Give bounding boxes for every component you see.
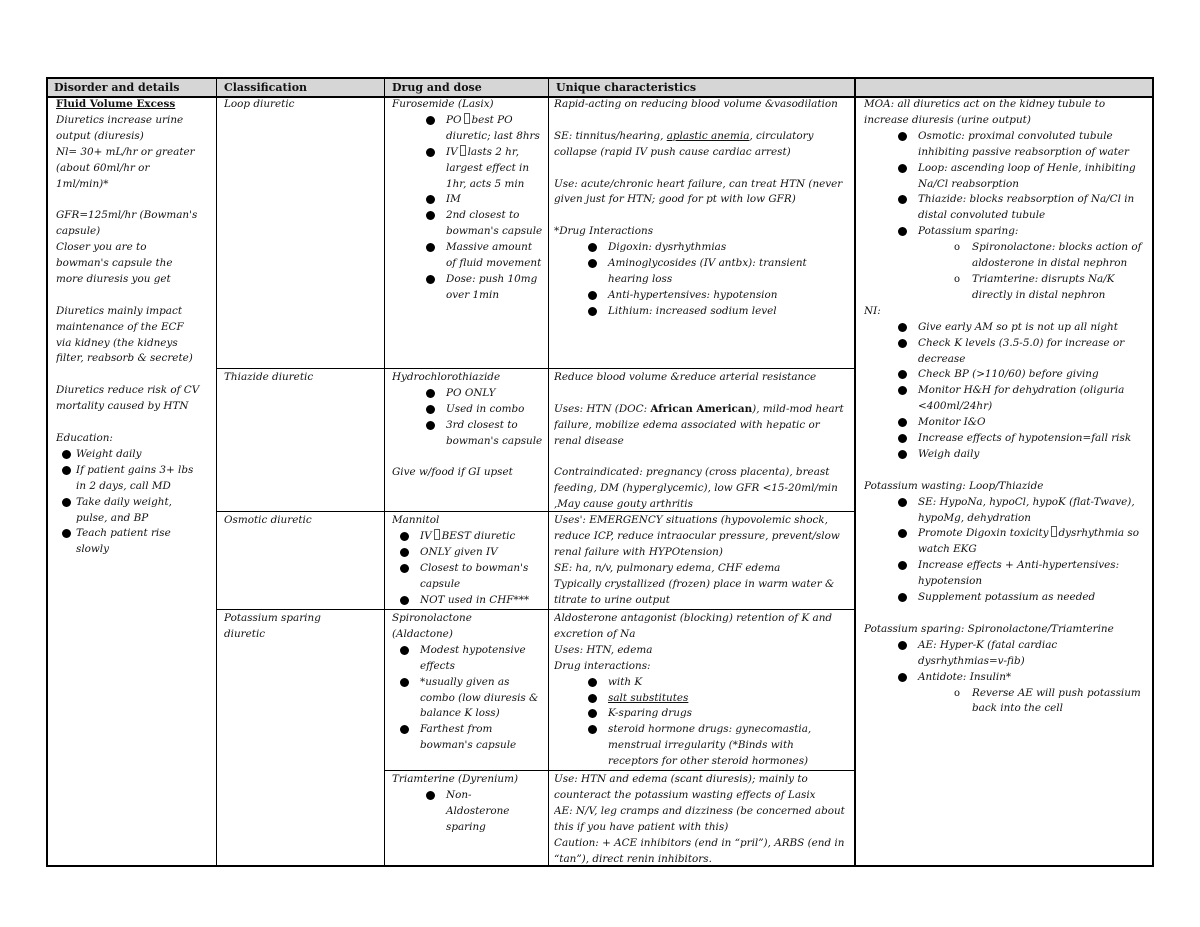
interaction-item: Anti-hypertensives: hypotension [608,288,828,304]
col-divider-1 [216,79,217,867]
unique-spironolactone [554,611,850,769]
drug-item: 2nd closest to bowman's capsule [446,208,544,240]
bullet-icon [400,646,409,655]
bullet-icon [898,370,907,379]
drug-item: Closest to bowman's capsule [420,561,544,593]
nl-item: Check K levels (3.5-5.0) for increase or decrease [918,336,1150,368]
disorder-line: Diuretics mainly impact [56,304,182,317]
bullet-icon [400,548,409,557]
drug-item: *usually given as combo (low diuresis & balance K loss) [420,675,542,723]
drug-name: Hydrochlorothiazide [392,371,501,383]
bullet-icon [62,498,71,507]
bullet-icon [898,498,907,507]
drug-thiazide [392,370,546,510]
nl-item: Weigh daily [918,447,1150,463]
drug-item: Modest hypotensive effects [420,643,542,675]
col-divider-3 [548,79,549,867]
header-unique: Unique characteristics [556,81,697,94]
wasting-item: Promote Digoxin toxicity dysrhythmia so watch EKG [918,526,1150,558]
bullet-icon [898,164,907,173]
sparing-item: AE: Hyper-K (fatal cardiac dysrhythmias=v-fib) [918,638,1118,670]
nl-item: Increase effects of hypotension=fall risk [918,431,1150,447]
drug-name: Spironolactone (Aldactone) [392,612,472,640]
bullet-icon [588,725,597,734]
disorder-line: Closer you are to [56,241,147,254]
unique-text: Reduce blood volume &reduce arterial resistance [554,371,817,383]
drug-item: PO best PO diuretic; last 8hrs [446,113,544,145]
unique-text: Typically crystallized (frozen) place in warm water & titrate to urine output [554,577,835,606]
disorder-line: capsule) [56,225,101,238]
drug-spironolactone [392,611,546,769]
disorder-line: via kidney (the kidneys [56,336,178,349]
drug-item: NOT used in CHF*** [420,593,544,609]
nl-item: Monitor H&H for dehydration (oliguria <400ml/24hr) [918,383,1150,415]
drug-item: Used in combo [446,402,544,418]
moa-item: Osmotic: proximal convoluted tubule inhibiting passive reabsorption of water [918,129,1150,161]
unique-text: Uses: HTN (DOC: African American), mild-mod heart failure, mobilize edema associated with hepatic or renal disease [554,402,844,447]
unique-osmotic [554,513,850,609]
unique-text: Drug interactions: [554,659,651,672]
unique-text: *Drug Interactions [554,225,654,238]
bullet-icon [588,709,597,718]
sparing-item: Antidote: Insulin* o Reverse AE will push potassium back into the cell [918,670,1118,718]
disorder-line: output (diuresis) [56,129,144,142]
bullet-icon [426,195,435,204]
disorder-line: more diuresis you get [56,272,171,285]
bullet-icon [588,678,597,687]
drug-item: Non-Aldosterone sparing [446,788,522,836]
row-divider-sparing [216,609,854,610]
wasting-item: Increase effects + Anti-hypertensives: hypotension [918,558,1150,590]
row-divider-triamterine [384,770,854,771]
drug-name: Furosemide (Lasix) [392,98,494,110]
bullet-icon [588,291,597,300]
disorder-line: Diuretics reduce risk of CV [56,384,200,397]
interaction-item: Digoxin: dysrhythmias [608,240,828,256]
education-item: Weight daily [76,447,194,463]
bullet-icon [588,259,597,268]
bullet-icon [588,243,597,252]
class-potassium-sparing: Potassium sparing diuretic [224,612,321,640]
bullet-icon [588,307,597,316]
drug-loop [392,97,546,369]
disorder-line: GFR=125ml/hr (Bowman's [56,209,198,222]
bullet-icon [400,564,409,573]
drug-item: Dose: push 10mg over 1min [446,272,544,304]
unique-text: Uses': EMERGENCY situations (hypovolemic shock, reduce ICP, reduce intraocular pressure, prevent/slow renal failure with HYPOtension) [554,514,840,558]
drug-item: IV lasts 2 hr, largest effect in 1hr, acts 5 min [446,145,544,193]
unique-text: Rapid-acting on reducing blood volume &vasodilation [554,98,838,110]
header-disorder: Disorder and details [54,81,180,94]
disorder-line: 1ml/min)* [56,177,109,190]
interaction-item: steroid hormone drugs: gynecomastia, menstrual irregularity (*Binds with receptors for other steroid hormones) [608,722,840,769]
class-osmotic: Osmotic diuretic [224,514,312,526]
bullet-icon [62,529,71,538]
drug-note: Give w/food if GI upset [392,466,513,479]
bullet-icon [426,148,435,157]
bullet-icon [898,593,907,602]
bullet-icon [426,275,435,284]
bullet-icon [898,339,907,348]
bullet-icon [62,466,71,475]
unique-text: SE: ha, n/v, pulmonary edema, CHF edema [554,561,781,574]
row-divider-osmotic [216,511,854,512]
bullet-icon [426,243,435,252]
drug-item: PO ONLY [446,386,544,402]
disorder-line: maintenance of the ECF [56,320,184,333]
circle-bullet-icon: o [954,273,961,285]
arrow-glyph-icon [464,113,470,124]
unique-text: Caution: + ACE inhibitors (end in “pril”), ARBS (end in “tan”), direct renin inhibitors. [554,836,845,865]
bullet-icon [400,532,409,541]
bullet-icon [400,678,409,687]
moa-text: MOA: all diuretics act on the kidney tubule to increase diuresis (urine output) [864,98,1106,126]
wasting-item: Supplement potassium as needed [918,590,1150,606]
header-drug: Drug and dose [392,81,482,94]
drug-item: Farthest from bowman's capsule [420,722,542,754]
drug-triamterine [392,772,546,864]
sparing-label: Potassium sparing: Spironolactone/Triamterine [864,622,1114,635]
disorder-line: Diuretics increase urine [56,113,184,126]
table-header-row [48,79,1152,98]
education-label: Education: [56,431,113,444]
bullet-icon [898,434,907,443]
wasting-label: Potassium wasting: Loop/Thiazide [864,479,1044,492]
moa-subitem: o Spironolactone: blocks action of aldosterone in distal nephron [954,241,1142,270]
sparing-subitem: o Reverse AE will push potassium back into the cell [954,686,1141,715]
moa-item: Thiazide: blocks reabsorption of Na/Cl in distal convoluted tubule [918,192,1150,224]
bullet-icon [898,641,907,650]
unique-text: SE: tinnitus/hearing, aplastic anemia, circulatory collapse (rapid IV push cause cardiac arrest) [554,129,814,158]
drug-name: Mannitol [392,514,440,526]
drug-item: Massive amount of fluid movement [446,240,544,272]
interaction-item: Lithium: increased sodium level [608,304,828,320]
interaction-item: salt substitutes [608,691,840,707]
disorder-line: (about 60ml/hr or [56,161,150,174]
bullet-icon [898,227,907,236]
moa-item: Potassium sparing: o Spironolactone: blocks action of aldosterone in distal nephron o Triamterine: disrupts Na/K directly in distal nephron [918,224,1150,304]
unique-loop [554,97,850,369]
arrow-glyph-icon [434,529,440,540]
bullet-icon [426,211,435,220]
education-item: Take daily weight, pulse, and BP [76,495,194,527]
disorder-line: bowman's capsule the [56,257,173,270]
arrow-glyph-icon [460,145,466,156]
nl-label: NI: [864,304,881,317]
drug-item: ONLY given IV [420,545,544,561]
class-loop: Loop diuretic [224,98,295,110]
disorder-cell [56,97,214,637]
header-classification: Classification [224,81,308,94]
notes-table [46,77,1154,867]
notes-cell [864,97,1152,787]
interaction-item: K-sparing drugs [608,706,840,722]
education-item: Teach patient rise slowly [76,526,194,558]
disorder-title: Fluid Volume Excess [56,98,176,110]
bullet-icon [898,529,907,538]
disorder-line: Nl= 30+ mL/hr or greater [56,145,195,158]
unique-text: AE: N/V, leg cramps and dizziness (be concerned about this if you have patient with this) [554,804,845,833]
unique-text: Uses: HTN, edema [554,643,653,656]
bullet-icon [898,673,907,682]
class-thiazide: Thiazide diuretic [224,371,314,383]
bullet-icon [898,132,907,141]
bullet-icon [898,450,907,459]
bullet-icon [426,405,435,414]
bullet-icon [426,791,435,800]
bullet-icon [400,725,409,734]
moa-item: Loop: ascending loop of Henle, inhibiting Na/Cl reabsorption [918,161,1150,193]
bullet-icon [400,596,409,605]
nl-item: Give early AM so pt is not up all night [918,320,1150,336]
bullet-icon [426,116,435,125]
bullet-icon [898,323,907,332]
drug-item: IM [446,192,544,208]
wasting-item: SE: HypoNa, hypoCl, hypoK (flat-Twave), hypoMg, dehydration [918,495,1150,527]
col-divider-2 [384,79,385,867]
disorder-line: mortality caused by HTN [56,400,189,413]
unique-text: Contraindicated: pregnancy (cross placenta), breast feeding, DM (hyperglycemic), low GFR <15-20ml/min ,May cause gouty arthritis [554,466,838,510]
arrow-glyph-icon [1051,526,1057,537]
unique-triamterine [554,772,850,866]
drug-osmotic [392,513,546,609]
bullet-icon [898,561,907,570]
unique-thiazide [554,370,850,510]
bullet-icon [426,421,435,430]
circle-bullet-icon: o [954,242,961,254]
interaction-item: with K [608,675,840,691]
bullet-icon [588,694,597,703]
interaction-item: Aminoglycosides (IV antbx): transient hearing loss [608,256,828,288]
bullet-icon [898,195,907,204]
unique-text: Use: HTN and edema (scant diuresis); mainly to counteract the potassium wasting effects of Lasix [554,773,816,801]
disorder-line: filter, reabsorb & secrete) [56,352,193,365]
unique-text: Use: acute/chronic heart failure, can treat HTN (never given just for HTN; good for pt with low GFR) [554,177,843,206]
bullet-icon [898,418,907,427]
bullet-icon [426,389,435,398]
nl-item: Check BP (>110/60) before giving [918,367,1150,383]
moa-subitem: o Triamterine: disrupts Na/K directly in distal nephron [954,272,1115,301]
drug-name: Triamterine (Dyrenium) [392,773,519,785]
col-divider-4 [854,79,856,867]
header-notes [858,79,1148,96]
education-item: If patient gains 3+ lbs in 2 days, call MD [76,463,194,495]
drug-item: 3rd closest to bowman's capsule [446,418,544,450]
bullet-icon [898,386,907,395]
nl-item: Monitor I&O [918,415,1150,431]
drug-item: IV BEST diuretic [420,529,544,545]
circle-bullet-icon: o [954,687,961,699]
bullet-icon [62,450,71,459]
unique-text: Aldosterone antagonist (blocking) retention of K and excretion of Na [554,612,833,640]
